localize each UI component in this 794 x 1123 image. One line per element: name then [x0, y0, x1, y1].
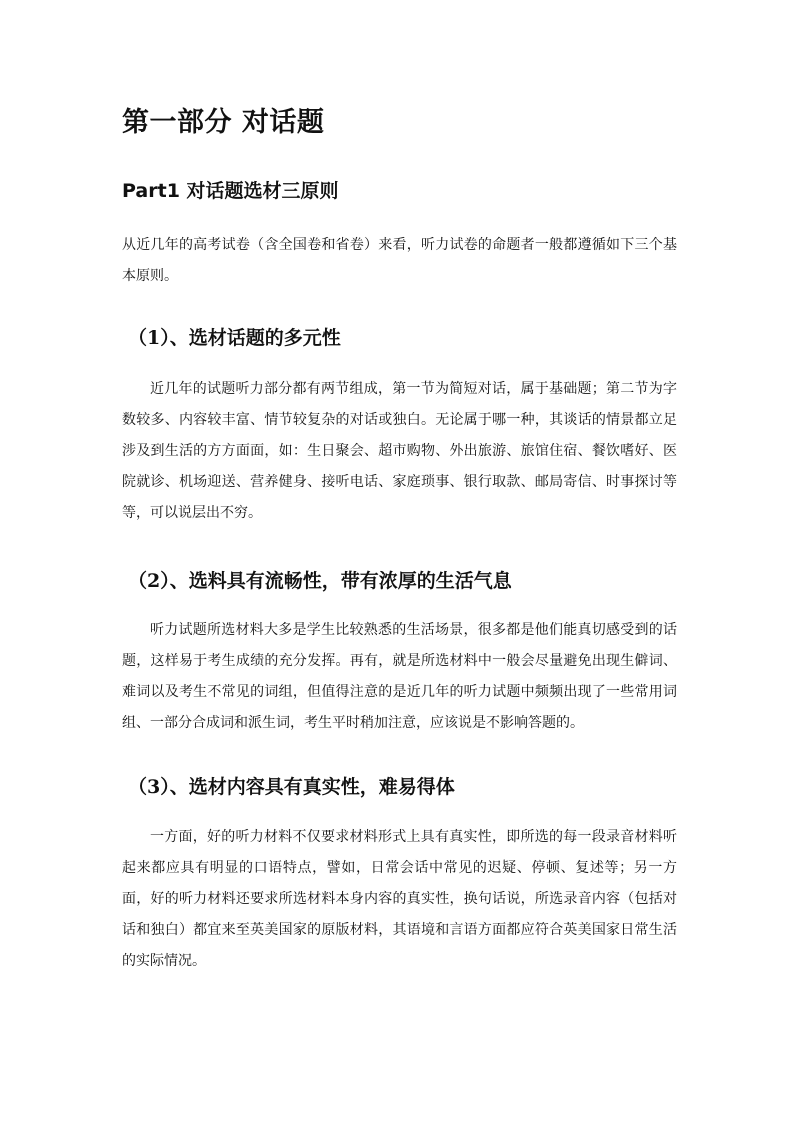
section-heading-3: （3）、选材内容具有真实性，难易得体 [128, 776, 455, 798]
section-body-1: 近几年的试题听力部分都有两节组成，第一节为简短对话，属于基础题；第二节为字数较多、内容较丰富、情节较复杂的对话或独白。无论属于哪一种，其谈话的情景都立足涉及到生活的方方面面，如：生日聚会、超市购物、外出旅游、旅馆住宿、餐饮嗜好、医院就诊、机场迎送、营养健身、接听电话、家庭琐事、银行取款、邮局寄信、时事探讨等等，可以说层出不穷。 [122, 381, 677, 521]
document-title: 第一部分 对话题 [122, 107, 325, 138]
section-heading-2: （2）、选料具有流畅性，带有浓厚的生活气息 [128, 570, 512, 592]
section-body-2: 听力试题所选材料大多是学生比较熟悉的生活场景，很多都是他们能真切感受到的话题，这样易于考生成绩的充分发挥。再有，就是所选材料中一般会尽量避免出现生僻词、难词以及考生不常见的词组，但值得注意的是近几年的听力试题中频频出现了一些常用词组、一部分合成词和派生词，考生平时稍加注意，应该说是不影响答题的。 [122, 622, 677, 731]
section-heading-1: （1）、选材话题的多元性 [128, 327, 341, 349]
intro-paragraph: 从近几年的高考试卷（含全国卷和省卷）来看，听力试卷的命题者一般都遵循如下三个基本原则。 [122, 237, 677, 284]
section-body-3: 一方面，好的听力材料不仅要求材料形式上具有真实性，即所选的每一段录音材料听起来都应具有明显的口语特点，譬如，日常会话中常见的迟疑、停顿、复述等；另一方面，好的听力材料还要求所选材料本身内容的真实性，换句话说，所选录音内容（包括对话和独白）都宜来至英美国家的原版材料，其语境和言语方面都应符合英美国家日常生活的实际情况。 [122, 829, 677, 969]
part-heading: Part1 对话题选材三原则 [122, 180, 339, 202]
